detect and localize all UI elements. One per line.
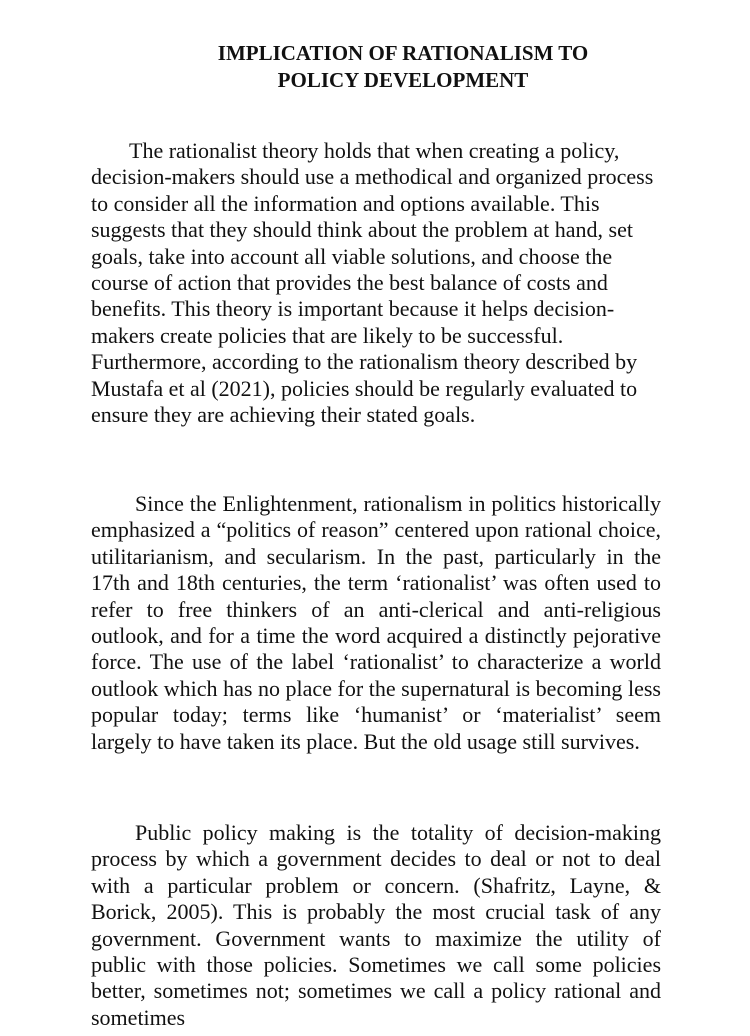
- title-line-2: POLICY DEVELOPMENT: [277, 68, 529, 92]
- paragraph-enlightenment: Since the Enlightenment, rationalism in politics historically emphasized a “politics of reason” centered upon rational choice, utilitarianism, and secularism. In the past, particularly in the 17th and 18th centuries, the term ‘rationalist’ was often used to refer to free thinkers of an anti-clerical and anti-religious outlook, and for a time the word acquired a distinctly pejorative force. The use of the label ‘rationalist’ to characterize a world outlook which has no place for the supernatural is becoming less popular today; terms like ‘humanist’ or ‘materialist’ seem largely to have taken its place. But the old usage still survives.: [91, 491, 661, 754]
- paragraph-rationalist-theory: The rationalist theory holds that when creating a policy, decision-makers should use a methodical and organized process to consider all the information and options available. This suggests that they should think about the problem at hand, set goals, take into account all viable solutions, and choose the course of action that provides the best balance of costs and benefits. This theory is important because it helps decision-makers create policies that are likely to be successful. Furthermore, according to the rationalism theory described by Mustafa et al (2021), policies should be regularly evaluated to ensure they are achieving their stated goals.: [91, 138, 654, 428]
- title-line-1: IMPLICATION OF RATIONALISM TO: [217, 41, 589, 65]
- document-title: [90, 40, 716, 94]
- paragraph-public-policy: Public policy making is the totality of decision-making process by which a government decides to deal or not to deal with a particular problem or concern. (Shafritz, Layne, & Borick, 2005). This is probably the most crucial task of any government. Government wants to maximize the utility of public with those policies. Sometimes we call some policies better, sometimes not; sometimes we call a policy rational and sometimes: [91, 820, 661, 1030]
